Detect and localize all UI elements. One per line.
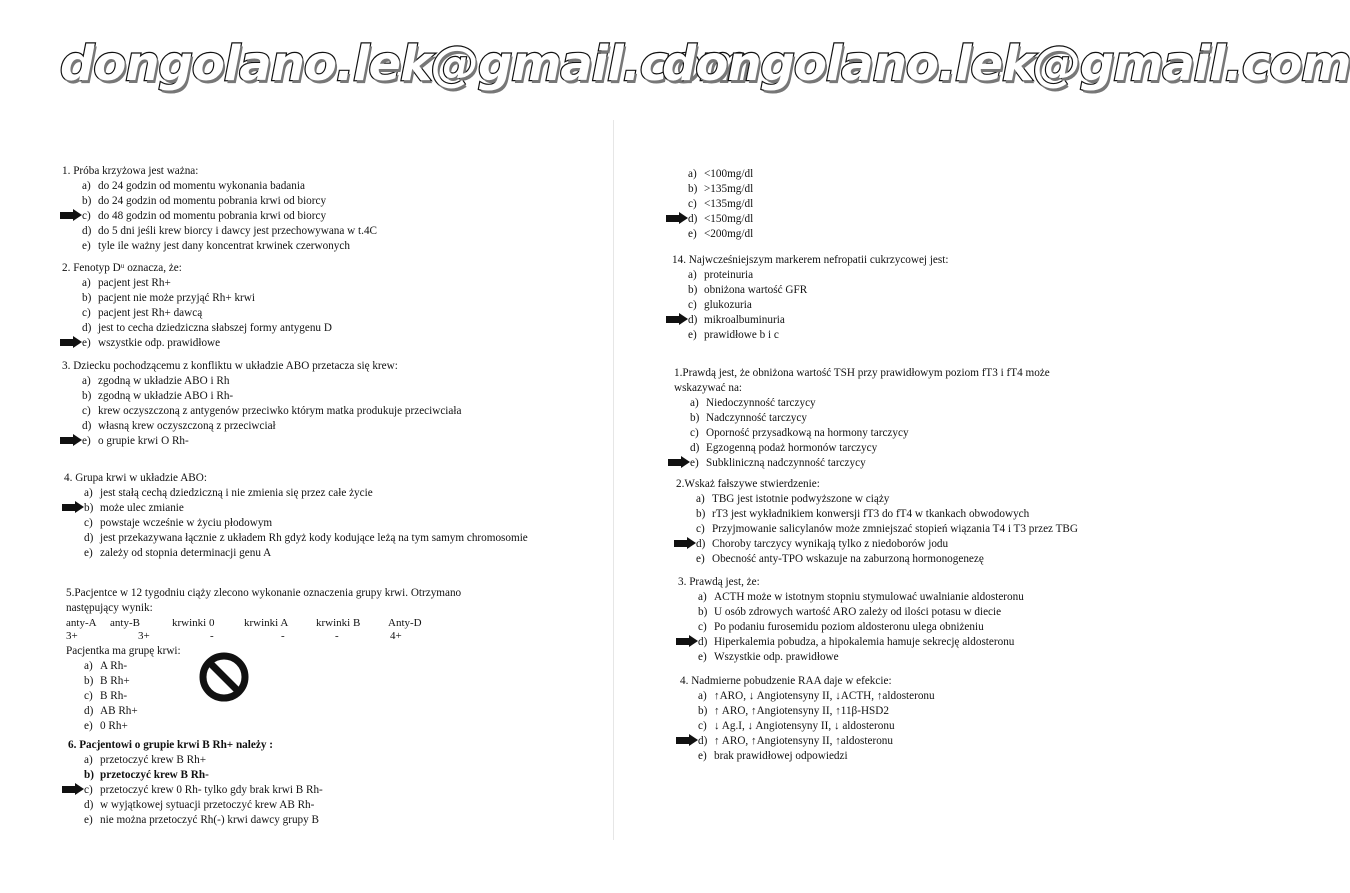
option: c) Przyjmowanie salicylanów może zmniejszać stopień wiązania T4 i T3 przez TBG (696, 523, 1078, 535)
question-6 (68, 738, 608, 828)
table-header: krwinki 0 (172, 617, 215, 629)
option: c) Oporność przysadkową na hormony tarczycy (690, 427, 909, 439)
option: d) w wyjątkowej sytuacji przetoczyć krew AB Rh- (84, 799, 315, 811)
option: a) ACTH może w istotnym stopniu stymulować uwalnianie aldosteronu (698, 591, 1024, 603)
option-marked-answer: e) Subkliniczną nadczynność tarczycy (690, 456, 1094, 471)
option: a) ↑ARO, ↓ Angiotensyny II, ↓ACTH, ↑aldosteronu (698, 690, 935, 702)
option: b) U osób zdrowych wartość ARO zależy od ilości potasu w diecie (698, 606, 1002, 618)
option: d) jest przekazywana łącznie z układem Rh gdyż kody kodujące leżą na tym samym chromosomie (84, 532, 528, 544)
watermark-logo: dongolano.lek@gmail.com (662, 36, 1350, 92)
question-5 (66, 586, 506, 734)
option: b) Nadczynność tarczycy (690, 412, 807, 424)
option-marked-answer: d) Hiperkalemia pobudza, a hipokalemia hamuje sekrecję aldosteronu (698, 635, 1238, 650)
table-cell: - (335, 630, 339, 642)
page-gutter (613, 120, 614, 840)
option-marked-answer: e) wszystkie odp. prawidłowe (82, 336, 602, 351)
option: a) przetoczyć krew B Rh+ (84, 754, 207, 766)
option-marked-answer: d) mikroalbuminuria (688, 313, 1232, 328)
option: e) brak prawidłowej odpowiedzi (698, 750, 848, 762)
option: d) Egzogenną podaż hormonów tarczycy (690, 442, 878, 454)
option: c) <135mg/dl (688, 198, 754, 210)
option-marked-answer: d) <150mg/dl (688, 212, 988, 227)
option: e) prawidłowe b i c (688, 329, 779, 341)
question-title: 4. Nadmierne pobudzenie RAA daje w efekcie: (680, 675, 892, 687)
option-marked-answer: c) przetoczyć krew 0 Rh- tylko gdy brak krwi B Rh- (84, 783, 608, 798)
option: e) Obecność anty-TPO wskazuje na zaburzoną hormonogenezę (696, 553, 984, 565)
option-marked-answer: d) Choroby tarczycy wynikają tylko z niedoborów jodu (696, 537, 1251, 552)
question-title: 3. Prawdą jest, że: (678, 576, 760, 588)
option: b) zgodną w układzie ABO i Rh- (82, 390, 234, 402)
option: b) obniżona wartość GFR (688, 284, 808, 296)
result-table (66, 616, 506, 644)
option: a) pacjent jest Rh+ (82, 277, 171, 289)
question-3 (62, 359, 607, 449)
table-cell: 4+ (390, 630, 402, 642)
question-subtitle: Pacjentka ma grupę krwi: (66, 645, 181, 657)
option: b) do 24 godzin od momentu pobrania krwi od biorcy (82, 195, 327, 207)
table-cell: - (210, 630, 214, 642)
question-raa-4 (680, 674, 1200, 764)
no-entry-icon (199, 652, 249, 702)
question-thyroid-1 (674, 366, 1094, 471)
right-page (632, 0, 1350, 893)
option: e) zależy od stopnia determinacji genu A (84, 547, 272, 559)
option: b) pacjent nie może przyjąć Rh+ krwi (82, 292, 255, 304)
option: c) powstaje wcześnie w życiu płodowym (84, 517, 273, 529)
question-title: 5.Pacjentce w 12 tygodniu ciąży zlecono wykonanie oznaczenia grupy krwi. Otrzymano następujący wynik: (66, 587, 462, 614)
option: d) jest to cecha dziedziczna słabszej formy antygenu D (82, 322, 332, 334)
option: e) <200mg/dl (688, 228, 754, 240)
table-cell: - (281, 630, 285, 642)
option: b) ↑ ARO, ↑Angiotensyny II, ↑11β-HSD2 (698, 705, 889, 717)
question-14 (672, 253, 1232, 343)
option: b) rT3 jest wykładnikiem konwersji fT3 do fT4 w tkankach obwodowych (696, 508, 1030, 520)
question-title: 1. Próba krzyżowa jest ważna: (62, 165, 199, 177)
question-title: 2.Wskaż fałszywe stwierdzenie: (676, 478, 820, 490)
option: e) tyle ile ważny jest dany koncentrat krwinek czerwonych (82, 240, 350, 252)
question-title: 1.Prawdą jest, że obniżona wartość TSH przy prawidłowym poziom fT3 i fT4 może wskazywać na: (674, 367, 1050, 394)
option: a) jest stałą cechą dziedziczną i nie zmienia się przez całe życie (84, 487, 373, 499)
table-header: krwinki B (316, 617, 361, 629)
table-header: anty-A (66, 617, 97, 629)
question-title: 14. Najwcześniejszym markerem nefropatii cukrzycowej jest: (672, 254, 949, 266)
option: a) do 24 godzin od momentu wykonania badania (82, 180, 305, 192)
table-cell: 3+ (66, 630, 78, 642)
option: a) proteinuria (688, 269, 754, 281)
option-marked-answer: c) do 48 godzin od momentu pobrania krwi od biorcy (82, 209, 602, 224)
option: b) przetoczyć krew B Rh- (84, 769, 209, 781)
option: c) glukozuria (688, 299, 752, 311)
option: e) Wszystkie odp. prawidłowe (698, 651, 839, 663)
option: c) krew oczyszczoną z antygenów przeciwko którym matka produkuje przeciwciała (82, 405, 462, 417)
option: a) Niedoczynność tarczycy (690, 397, 816, 409)
question-aldosterone-3 (678, 575, 1238, 665)
option: b) >135mg/dl (688, 183, 754, 195)
option: d) AB Rh+ (84, 705, 138, 717)
option: d) własną krew oczyszczoną z przeciwciał (82, 420, 276, 432)
option-marked-answer: b) może ulec zmianie (84, 501, 604, 516)
option: a) A Rh- (84, 660, 128, 672)
option: a) <100mg/dl (688, 168, 754, 180)
option: a) TBG jest istotnie podwyższone w ciąży (696, 493, 890, 505)
option: b) B Rh+ (84, 675, 130, 687)
watermark-logo: dongolano.lek@gmail.com (60, 36, 749, 92)
question-title: 4. Grupa krwi w układzie ABO: (64, 472, 207, 484)
option: e) 0 Rh+ (84, 720, 128, 732)
option: c) ↓ Ag.I, ↓ Angiotensyny II, ↓ aldosteronu (698, 720, 895, 732)
question-thyroid-2 (676, 477, 1251, 567)
option: d) do 5 dni jeśli krew biorcy i dawcy jest przechowywana w t.4C (82, 225, 377, 237)
option: c) pacjent jest Rh+ dawcą (82, 307, 203, 319)
option-marked-answer: e) o grupie krwi O Rh- (82, 434, 607, 449)
option: e) nie można przetoczyć Rh(-) krwi dawcy grupy B (84, 814, 320, 826)
question-4 (64, 471, 604, 561)
option-marked-answer: d) ↑ ARO, ↑Angiotensyny II, ↑aldosteronu (698, 734, 1200, 749)
question-2 (62, 261, 602, 351)
question-13-tail (688, 167, 988, 242)
table-cell: 3+ (138, 630, 150, 642)
option: c) B Rh- (84, 690, 128, 702)
table-header: Anty-D (388, 617, 422, 629)
question-title: 3. Dziecku pochodzącemu z konfliktu w układzie ABO przetacza się krew: (62, 360, 398, 372)
option: c) Po podaniu furosemidu poziom aldosteronu ulega obniżeniu (698, 621, 984, 633)
question-title: 2. Fenotyp Dᵘ oznacza, że: (62, 262, 182, 274)
table-header: krwinki A (244, 617, 289, 629)
table-header: anty-B (110, 617, 140, 629)
question-1 (62, 164, 602, 254)
question-title: 6. Pacjentowi o grupie krwi B Rh+ należy : (68, 739, 273, 751)
option: a) zgodną w układzie ABO i Rh (82, 375, 230, 387)
